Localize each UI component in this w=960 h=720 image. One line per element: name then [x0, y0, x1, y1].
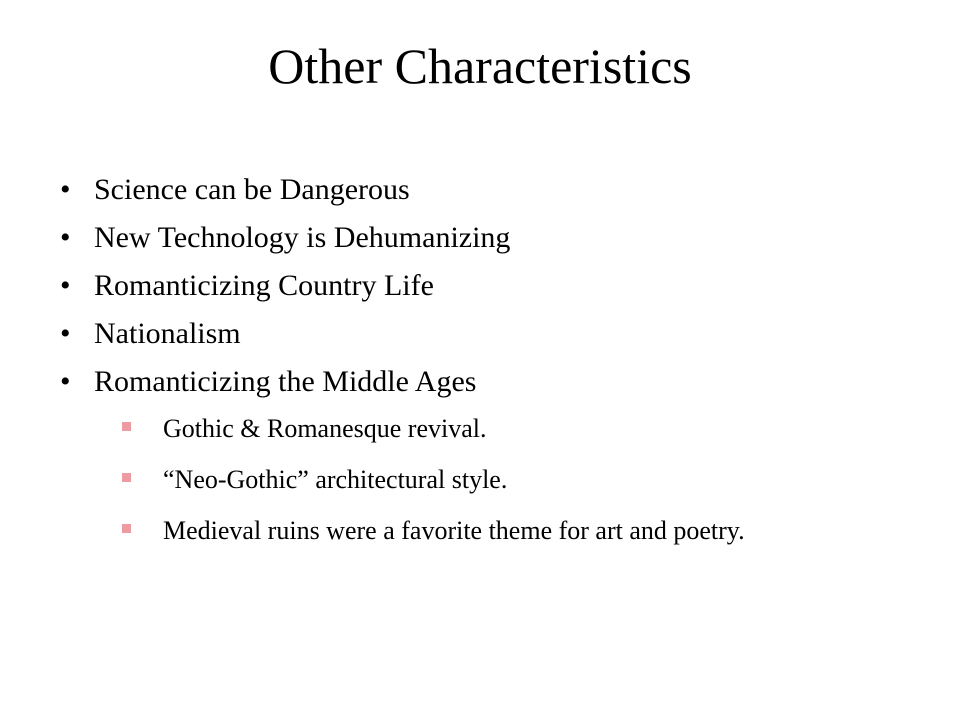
sub-bullet-list [120, 414, 860, 567]
bullet-text: New Technology is Dehumanizing [94, 221, 511, 254]
bullet-dot-icon: • [60, 317, 71, 350]
sub-bullet-item [120, 414, 860, 444]
bullet-text: Science can be Dangerous [94, 173, 410, 206]
bullet-item [60, 310, 920, 358]
sub-bullet-text: Medieval ruins were a favorite theme for art and poetry. [163, 516, 745, 545]
bullet-item [60, 214, 920, 262]
bullet-item [60, 358, 920, 406]
sub-bullet-text: “Neo-Gothic” architectural style. [163, 465, 508, 494]
bullet-dot-icon: • [60, 221, 71, 254]
sub-bullet-item [120, 516, 860, 546]
bullet-text: Romanticizing Country Life [94, 269, 434, 302]
bullet-text: Romanticizing the Middle Ages [94, 365, 477, 398]
bullet-item [60, 166, 920, 214]
bullet-dot-icon: • [60, 173, 71, 206]
bullet-item [60, 262, 920, 310]
bullet-list [60, 166, 920, 406]
square-bullet-icon [122, 422, 131, 431]
bullet-dot-icon: • [60, 365, 71, 398]
square-bullet-icon [122, 524, 131, 533]
sub-bullet-item [120, 465, 860, 495]
slide-title: Other Characteristics [268, 38, 692, 94]
bullet-dot-icon: • [60, 269, 71, 302]
square-bullet-icon [122, 473, 131, 482]
bullet-text: Nationalism [94, 317, 241, 350]
sub-bullet-text: Gothic & Romanesque revival. [163, 414, 487, 443]
